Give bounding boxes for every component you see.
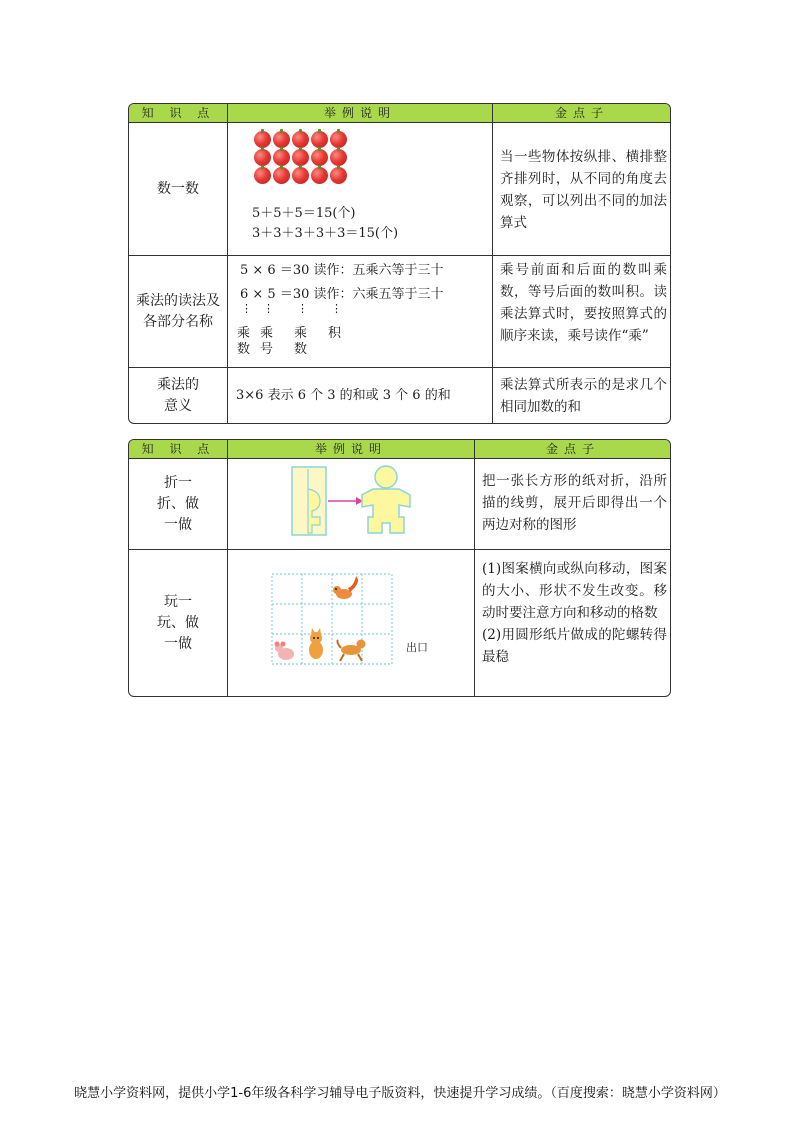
apple-icon [292,149,309,166]
header-knowledge-point: 知 识 点 [141,106,216,120]
fold-cut-illustration [228,459,474,549]
example-multiplication-reading [228,256,492,367]
part-label-multiplier: 乘数 [237,326,251,357]
apple-icon [330,131,347,148]
topic-multiplication-reading: 乘法的读法及各部分名称 [136,292,220,330]
apple-icon [254,167,271,184]
apple-icon [273,167,290,184]
cat-icon [309,628,323,659]
dog-icon [337,640,365,662]
squirrel-icon [333,576,358,599]
equation-line: 5 × 6 ＝30 读作：五乘六等于三十 [240,263,444,278]
equation-line: 5＋5＋5＝15(个) [252,206,356,221]
header-example: 举例说明 [314,442,387,456]
apple-icon [292,167,309,184]
example-multiplication-meaning: 3×6 表示 6 个 3 的和或 3 个 6 的和 [236,387,451,403]
example-fold-cut [228,459,474,549]
part-label-multiplier: 乘数 [294,326,308,357]
dots: ⋮ [241,302,252,315]
part-label-product: 积 [328,326,342,341]
apple-icon [254,131,271,148]
apple-icon [292,131,309,148]
apple-icon [273,149,290,166]
topic-play: 玩一玩、做一做 [157,593,199,652]
header-tips: 金点子 [545,442,600,456]
tip-play [475,558,671,668]
apple-icon [311,149,328,166]
apple-icon [330,167,347,184]
table-header [129,440,670,459]
tip-multiplication-meaning: 乘法算式所表示的是求几个相同加数的和 [500,377,667,415]
topic-count: 数一数 [157,180,199,197]
header-knowledge-point: 知 识 点 [141,442,216,456]
example-play [228,550,474,696]
topic-multiplication-meaning: 乘法的意义 [157,376,199,414]
mouse-icon [275,642,295,661]
exit-label: 出口 [406,641,428,654]
equation-line: 3＋3＋3＋3＋3＝15(个) [252,226,399,241]
topic-fold-cut: 折一折、做一做 [157,474,199,533]
arrow-icon [328,497,363,505]
paper-figure-icon [362,466,410,533]
header-tips: 金点子 [554,106,609,120]
dots: ⋮ [297,302,308,315]
apple-icon [311,131,328,148]
equation-line: 6 × 5 ＝30 读作：六乘五等于三十 [240,287,444,302]
movement-grid-illustration [228,550,474,696]
knowledge-table-2 [128,439,671,697]
dots: ⋮ [331,302,342,315]
tip-play-line-1: (1)图案横向或纵向移动，图案的大小、形状不发生改变。移动时要注意方向和移动的格数 [482,561,667,621]
apple-icon [273,131,290,148]
part-label-times-sign: 乘号 [260,326,274,357]
table-header [129,104,670,123]
header-example: 举例说明 [323,106,396,120]
example-count [228,123,492,255]
tip-count: 当一些物体按纵排、横排整齐排列时，从不同的角度去观察，可以列出不同的加法算式 [500,149,667,231]
apple-icon [311,167,328,184]
knowledge-table-1 [128,103,671,424]
folded-paper-icon [292,467,326,535]
dots: ⋮ [263,302,274,315]
tip-multiplication-reading: 乘号前面和后面的数叫乘数，等号后面的数叫积。读乘法算式时，要按照算式的顺序来读，乘号读作“乘” [500,262,667,344]
apple-grid [254,131,349,184]
apple-icon [330,149,347,166]
tip-fold-cut: 把一张长方形的纸对折，沿所描的线剪，展开后即得出一个两边对称的图形 [482,473,667,533]
apple-icon [254,149,271,166]
tip-play-line-2: (2)用圆形纸片做成的陀螺转得最稳 [482,627,667,665]
footer-text: 晓慧小学资料网，提供小学1-6年级各科学习辅导电子版资料，快速提升学习成绩。（百度搜索：晓慧小学资料网） [74,1086,726,1101]
